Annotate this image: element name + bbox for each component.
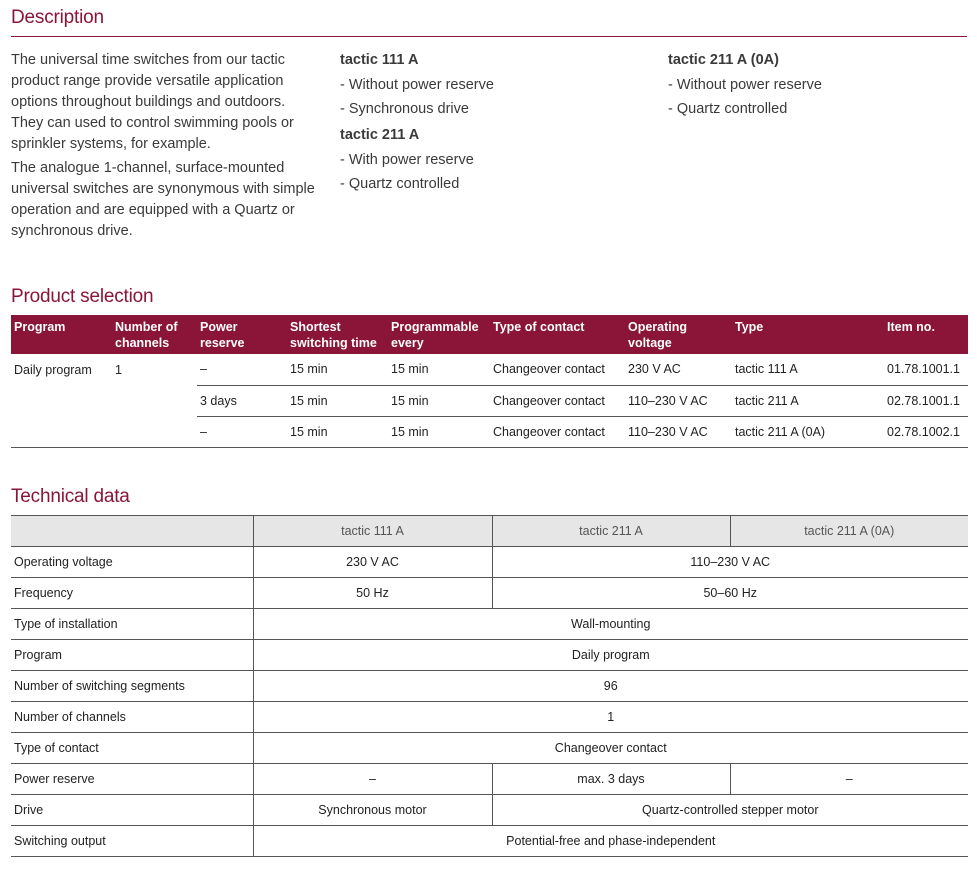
cell-voltage: 110–230 V AC <box>625 416 732 447</box>
models-column-2 <box>668 50 958 125</box>
header-empty <box>11 516 253 547</box>
cell-reserve: – <box>197 354 287 385</box>
cell-value: 50–60 Hz <box>492 578 968 609</box>
cell-program: Daily program <box>14 362 92 377</box>
cell-value: Potential-free and phase-independent <box>253 826 968 857</box>
product-selection-heading: Product selection <box>11 286 154 307</box>
table-row <box>11 764 968 795</box>
table-row <box>11 702 968 733</box>
description-text <box>11 50 321 245</box>
description-paragraph: The analogue 1-channel, surface-mounted universal switches are synonymous with simple operation and are equipped with a Quartz or synchronous drive. <box>11 160 315 239</box>
cell-voltage: 110–230 V AC <box>625 385 732 416</box>
header-contact: Type of contact <box>490 315 625 354</box>
row-label: Switching output <box>11 826 253 857</box>
technical-header-row <box>11 516 968 547</box>
cell-every: 15 min <box>388 416 490 447</box>
header-channels: Number of channels <box>112 315 197 354</box>
technical-data-table <box>11 515 968 857</box>
cell-value: 96 <box>253 671 968 702</box>
cell-item: 02.78.1002.1 <box>884 416 968 447</box>
cell-channels: 1 <box>115 362 122 377</box>
cell-value: Changeover contact <box>253 733 968 764</box>
description-heading: Description <box>11 7 104 28</box>
table-header-row <box>11 315 968 354</box>
table-row <box>11 640 968 671</box>
model-feature: - Quartz controlled <box>340 176 460 192</box>
row-label: Program <box>11 640 253 671</box>
cell-value: Wall-mounting <box>253 609 968 640</box>
cell-every: 15 min <box>388 354 490 385</box>
model-group <box>668 50 958 121</box>
cell-contact: Changeover contact <box>490 416 625 447</box>
cell-channels <box>112 416 197 447</box>
table-row <box>11 671 968 702</box>
table-row <box>11 733 968 764</box>
header-shortest: Shortest switching time <box>287 315 388 354</box>
row-label: Power reserve <box>11 764 253 795</box>
header-model: tactic 211 A (0A) <box>730 516 968 547</box>
table-row <box>11 609 968 640</box>
cell-contact: Changeover contact <box>490 354 625 385</box>
product-selection-table <box>11 315 968 448</box>
model-name: tactic 111 A <box>340 52 419 68</box>
model-feature: - Synchronous drive <box>340 101 469 117</box>
header-program: Program <box>11 315 112 354</box>
model-feature: - Without power reserve <box>668 77 822 93</box>
cell-contact: Changeover contact <box>490 385 625 416</box>
header-model: tactic 111 A <box>253 516 492 547</box>
models-column-1 <box>340 50 640 200</box>
cell-value: 1 <box>253 702 968 733</box>
cell-value: – <box>730 764 968 795</box>
cell-shortest: 15 min <box>287 354 388 385</box>
header-programmable: Programmable every <box>388 315 490 354</box>
model-group <box>340 125 640 196</box>
technical-data-heading: Technical data <box>11 486 130 507</box>
header-type: Type <box>732 315 884 354</box>
cell-voltage: 230 V AC <box>625 354 732 385</box>
cell-value: – <box>253 764 492 795</box>
cell-type: tactic 211 A (0A) <box>732 416 884 447</box>
model-name: tactic 211 A (0A) <box>668 52 779 68</box>
cell-value: Quartz-controlled stepper motor <box>492 795 968 826</box>
model-feature: - With power reserve <box>340 152 474 168</box>
model-feature: - Quartz controlled <box>668 101 788 117</box>
table-row <box>11 578 968 609</box>
cell-item: 01.78.1001.1 <box>884 354 968 385</box>
cell-value: Synchronous motor <box>253 795 492 826</box>
row-label: Type of installation <box>11 609 253 640</box>
row-label: Drive <box>11 795 253 826</box>
table-row <box>11 385 968 416</box>
table-row <box>11 826 968 857</box>
model-group <box>340 50 640 121</box>
row-label: Operating voltage <box>11 547 253 578</box>
cell-value: 230 V AC <box>253 547 492 578</box>
table-row <box>11 547 968 578</box>
cell-value: max. 3 days <box>492 764 730 795</box>
table-row <box>11 795 968 826</box>
cell-program <box>11 416 112 447</box>
model-name: tactic 211 A <box>340 127 420 143</box>
header-model: tactic 211 A <box>492 516 730 547</box>
cell-type: tactic 111 A <box>732 354 884 385</box>
cell-value: Daily program <box>253 640 968 671</box>
header-item: Item no. <box>884 315 968 354</box>
cell-channels <box>112 385 197 416</box>
description-paragraph: The universal time switches from our tactic product range provide versatile application options throughout buildings and outdoors. They can used to control swimming pools or sprinkler systems, for example. <box>11 52 294 152</box>
cell-every: 15 min <box>388 385 490 416</box>
cell-shortest: 15 min <box>287 416 388 447</box>
table-row <box>11 416 968 447</box>
cell-program <box>11 385 112 416</box>
cell-shortest: 15 min <box>287 385 388 416</box>
cell-value: 50 Hz <box>253 578 492 609</box>
row-label: Frequency <box>11 578 253 609</box>
cell-reserve: – <box>197 416 287 447</box>
header-voltage: Operating voltage <box>625 315 732 354</box>
row-label: Number of switching segments <box>11 671 253 702</box>
cell-type: tactic 211 A <box>732 385 884 416</box>
cell-value: 110–230 V AC <box>492 547 968 578</box>
row-label: Type of contact <box>11 733 253 764</box>
header-reserve: Power reserve <box>197 315 287 354</box>
description-rule <box>11 36 967 37</box>
table-row <box>11 354 968 385</box>
cell-reserve: 3 days <box>197 385 287 416</box>
cell-item: 02.78.1001.1 <box>884 385 968 416</box>
model-feature: - Without power reserve <box>340 77 494 93</box>
row-label: Number of channels <box>11 702 253 733</box>
